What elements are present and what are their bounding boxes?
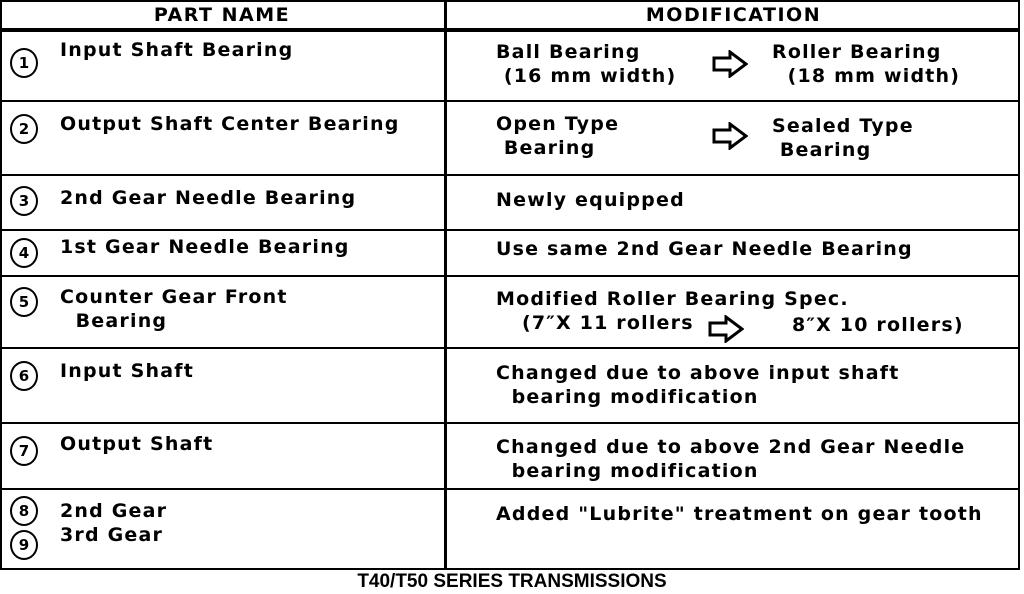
modification: Newly equipped xyxy=(496,189,685,211)
modification-from: Ball Bearing (16 mm width) xyxy=(496,41,677,87)
part-name: 2nd Gear 3rd Gear xyxy=(60,500,168,546)
table-row xyxy=(2,490,1018,568)
item-number-badge: 3 xyxy=(10,186,38,216)
table-row xyxy=(2,102,1018,174)
item-number-badge: 2 xyxy=(10,114,38,144)
table-row xyxy=(2,32,1018,100)
part-name: Input Shaft Bearing xyxy=(60,39,294,61)
modification-from: Open Type Bearing xyxy=(496,113,620,159)
part-name: Output Shaft xyxy=(60,433,214,455)
item-number-badge: 1 xyxy=(10,48,38,78)
item-number-badge: 9 xyxy=(10,530,38,560)
header-modification: MODIFICATION xyxy=(645,4,822,26)
item-number-badge: 7 xyxy=(10,436,38,466)
modification: Changed due to above 2nd Gear Needle bearing modification xyxy=(496,436,966,482)
part-name: Output Shaft Center Bearing xyxy=(60,113,400,135)
modification-line: Modified Roller Bearing Spec. xyxy=(496,288,849,310)
item-number-badge: 8 xyxy=(10,496,38,526)
item-number-badge: 6 xyxy=(10,361,38,391)
part-name: Counter Gear Front Bearing xyxy=(60,286,288,332)
table-row xyxy=(2,424,1018,488)
part-name: Input Shaft xyxy=(60,360,195,382)
modification: Changed due to above input shaft bearing modification xyxy=(496,362,900,408)
table-row xyxy=(2,176,1018,229)
arrow-right-icon xyxy=(712,122,748,150)
modification-to: 8″X 10 rollers) xyxy=(792,314,964,336)
item-number-badge: 5 xyxy=(10,287,38,317)
arrow-right-icon xyxy=(708,315,744,343)
modification: Added "Lubrite" treatment on gear tooth xyxy=(496,503,983,525)
figure-caption: T40/T50 SERIES TRANSMISSIONS xyxy=(357,571,667,592)
modification-from: (7″X 11 rollers xyxy=(522,312,694,334)
modification-to: Sealed Type Bearing xyxy=(772,115,914,161)
table-row xyxy=(2,277,1018,347)
header-part-name: PART NAME xyxy=(153,4,291,26)
table-row xyxy=(2,349,1018,422)
modification: Use same 2nd Gear Needle Bearing xyxy=(496,238,913,260)
part-name: 1st Gear Needle Bearing xyxy=(60,236,350,258)
part-name: 2nd Gear Needle Bearing xyxy=(60,187,357,209)
table-row xyxy=(2,231,1018,275)
arrow-right-icon xyxy=(712,50,748,78)
modification-to: Roller Bearing (18 mm width) xyxy=(772,41,961,87)
item-number-badge: 4 xyxy=(10,238,38,268)
